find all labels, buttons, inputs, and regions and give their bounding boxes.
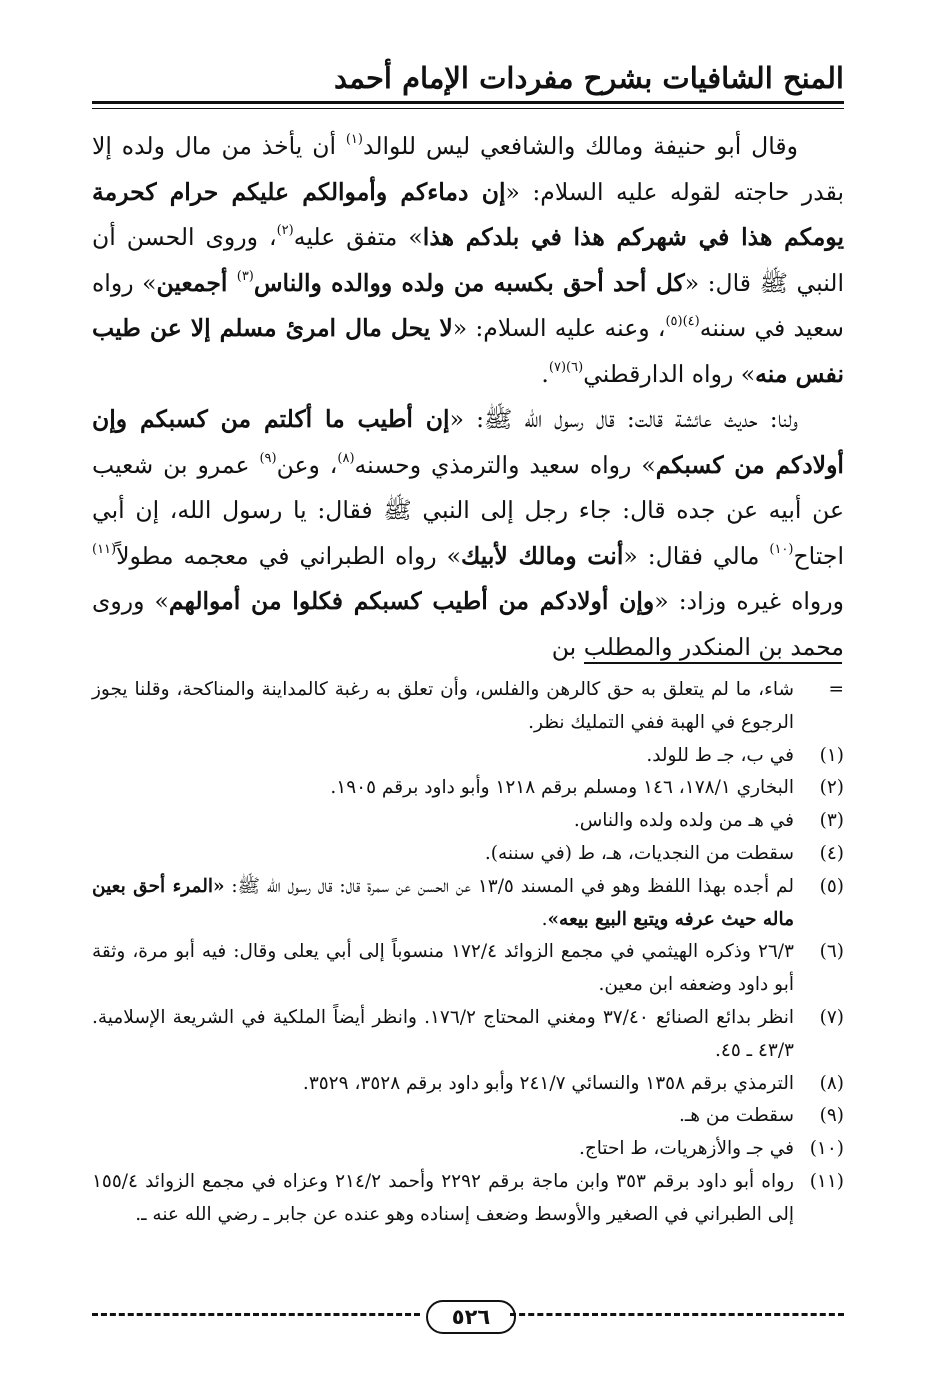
paragraph-1 [92, 124, 844, 397]
footnote-number: (٥) [819, 875, 844, 897]
footnote-text: في هـ من ولده ولده والناس. [573, 810, 794, 832]
text-run: مالي فقال: « [623, 541, 770, 570]
footnote [92, 772, 844, 805]
text-run: » رواه سعيد والترمذي وحسنه [354, 450, 656, 479]
footnote-number: (١٠) [809, 1138, 844, 1160]
footnote-separator [584, 662, 842, 664]
footnote [92, 936, 844, 1002]
footnote-ref: (٤)(٥) [665, 314, 700, 329]
page-number: ٥٢٦ [426, 1300, 516, 1334]
footnote-number: (٣) [819, 810, 844, 832]
text-run: وقال أبو حنيفة ومالك والشافعي ليس للوالد [362, 132, 798, 160]
hadith-quote: وإن أولادكم من أطيب كسبكم فكلوا من أموالهم [168, 587, 655, 615]
footnote-text-run: . [541, 908, 548, 930]
footnote-ref: (١١) [92, 541, 117, 557]
hadith-quote: إن أطيب ما أكلتم من كسبكم وإن أولادكم من كسبكم [92, 405, 844, 479]
footer-dashed-rule [510, 1313, 844, 1316]
footnote-text: سقطت من النجديات، هـ، ط (في سننه). [484, 842, 794, 864]
footnote-text: شاء، ما لم يتعلق به حق كالرهن والفلس، وأن تعلق به رغبة كالمداينة والمناكحة، وقلنا يجوز الرجوع في الهبة ففي التمليك نظر. [92, 679, 794, 733]
footnote [92, 838, 844, 871]
footnote-text: رواه أبو داود برقم ٣٥٣ وابن ماجة برقم ٢٢٩٢ وأحمد ٢١٤/٢ وعزاه في مجمع الزوائد ١٥٥/٤ إلى الطبراني في الصغير والأوسط وضعف إسناده وهو عنده عن جابر ـ رضي الله عنه ـ. [92, 1170, 794, 1225]
footnote-number: (٩) [819, 1105, 844, 1127]
footnote-ref: (٣) [236, 268, 254, 284]
footnote-text: في جـ والأزهريات، ط احتاج. [578, 1138, 794, 1160]
footnote-continued [92, 674, 844, 740]
footnotes [92, 674, 844, 1232]
footnote-ref: (٦)(٧) [548, 359, 584, 375]
text-run: ، وعنه عليه السلام: « [452, 314, 666, 342]
text-run: عمرو بن شعيب عن أبيه عن جده قال: جاء رجل إلى النبي ﷺ فقال: يا رسول الله، إن أبي اجتاح [92, 450, 844, 570]
footnote-number: (٨) [819, 1072, 844, 1094]
text-run: » وروى محمد بن المنكدر والمطلب بن [92, 587, 844, 661]
page-footer [92, 1300, 844, 1334]
main-text [92, 124, 844, 670]
footnote [92, 805, 844, 838]
footnote [92, 1068, 844, 1101]
footnote [92, 740, 844, 773]
hadith-quote: لا يحل مال امرئ مسلم إلا عن طيب نفس منه [92, 314, 844, 388]
text-run: ، وعن [276, 450, 338, 479]
text-run: . [541, 359, 549, 388]
running-head: المنح الشافيات بشرح مفردات الإمام أحمد [334, 61, 844, 95]
footnote-text: سقطت من هـ. [678, 1105, 794, 1127]
footnote [92, 871, 844, 937]
text-run: » متفق عليه [293, 223, 423, 251]
footnote-text: انظر بدائع الصنائع ٣٧/٤٠ ومغني المحتاج ١٧٦/٢. وانظر أيضاً الملكية في الشريعة الإسلامية. ٤٣/٣ ـ ٤٥. [92, 1006, 794, 1061]
header-rule-thick [92, 101, 844, 104]
footnote-text: في ب، جـ ط للولد. [646, 744, 794, 766]
footnote-ref: (١) [345, 132, 363, 147]
text-run: أن يأخذ من مال ولده إلا بقدر حاجته لقوله عليه السلام: « [92, 132, 844, 206]
footnote-number: (١) [819, 744, 844, 766]
footnote [92, 1166, 844, 1232]
paragraph-2 [92, 397, 844, 670]
footnote-number: (١١) [809, 1170, 844, 1192]
text-run: ، وروى الحسن أن النبي ﷺ قال: « [92, 223, 845, 297]
text-run: » رواه سعيد في سننه [92, 268, 844, 342]
footnote-number: (٤) [819, 842, 844, 864]
footnote-text-run: لم أجده بهذا اللفظ وهو في المسند ١٣/٥ عن الحسن عن سمرة قال: قال رسول الله ﷺ: [224, 875, 795, 897]
footnote [92, 1133, 844, 1166]
footnote-text: البخاري ١٧٨/١، ١٤٦ ومسلم برقم ١٢١٨ وأبو داود برقم ١٩٠٥. [330, 777, 794, 799]
text-run: » رواه الطبراني في معجمه مطولاً [116, 541, 461, 570]
footnote-text [92, 871, 794, 937]
footnote-text: الترمذي برقم ١٣٥٨ والنسائي ٢٤١/٧ وأبو داود برقم ٣٥٢٨، ٣٥٢٩. [302, 1072, 794, 1094]
footer-dashed-rule [92, 1313, 420, 1316]
footnote [92, 1100, 844, 1133]
footnote-ref: (١٠) [769, 541, 794, 557]
header-rule-thin [92, 108, 844, 109]
footnote-number: (٧) [819, 1006, 844, 1028]
footnote-ref: (٨) [337, 450, 355, 466]
hadith-quote: «المرء أحق بعين ماله حيث عرفه ويتبع البيع بيعه» [92, 875, 794, 930]
text-run: ولنا: حديث عائشة قالت: قال رسول الله ﷺ: « [449, 405, 798, 433]
footnote-number: (٢) [819, 777, 844, 799]
text-run: ورواه غيره وزاد: « [654, 587, 844, 615]
footnote-ref: (٩) [259, 450, 277, 466]
footnote [92, 1002, 844, 1068]
hadith-quote: أجمعين [156, 268, 237, 297]
text-run: » رواه الدارقطني [583, 359, 756, 388]
hadith-quote: كل أحد أحق بكسبه من ولده ووالده والناس [253, 268, 685, 297]
footnote-ref: (٢) [276, 223, 294, 238]
footnote-number: (٦) [819, 941, 844, 963]
hadith-quote: أنت ومالك لأبيك [461, 541, 624, 570]
footnote-number: = [828, 679, 844, 700]
hadith-quote: إن دماءكم وأموالكم عليكم حرام كحرمة يومكم هذا في شهركم هذا في بلدكم هذا [92, 177, 844, 251]
footnote-text: ٢٦/٣ وذكره الهيثمي في مجمع الزوائد ١٧٢/٤ منسوباً إلى أبي يعلى وقال: فيه أبو مرة، وثقة أبو داود وضعفه ابن معين. [92, 941, 794, 996]
